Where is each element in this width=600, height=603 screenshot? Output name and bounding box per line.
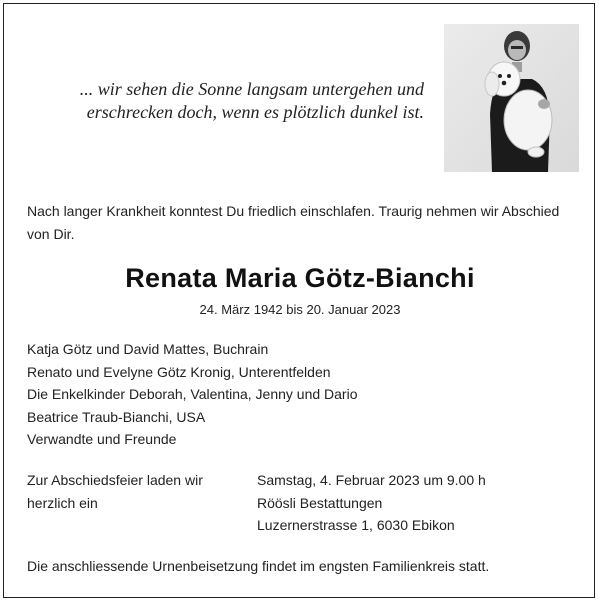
invitation-line-2: herzlich ein (27, 494, 98, 511)
obituary-card (3, 3, 595, 598)
invitation-line-1: Zur Abschiedsfeier laden wir (27, 472, 203, 488)
mourner-line: Renato und Evelyne Götz Kronig, Unterentfelden (27, 363, 331, 380)
mourner-line: Beatrice Traub-Bianchi, USA (27, 408, 206, 425)
quote-line-2: erschrecken doch, wenn es plötzlich dunkel ist. (86, 102, 424, 122)
quote-line-1: ... wir sehen die Sonne langsam untergehen und (79, 79, 424, 99)
closing-text: Die anschliessende Urnenbeisetzung findet im engsten Familienkreis statt. (27, 558, 490, 574)
mourners-list (27, 338, 447, 451)
intro-text: Nach langer Krankheit konntest Du friedlich einschlafen. Traurig nehmen wir Abschied von Dir. (27, 203, 560, 242)
mourner-line: Die Enkelkinder Deborah, Valentina, Jenny und Dario (27, 386, 358, 403)
invitation-text (27, 469, 227, 514)
life-dates: 24. März 1942 bis 20. Januar 2023 (199, 302, 401, 317)
event-address: Luzernerstrasse 1, 6030 Ebikon (257, 517, 455, 533)
event-datetime: Samstag, 4. Februar 2023 um 9.00 h (257, 472, 486, 488)
portrait-image (444, 24, 579, 172)
mourner-line: Verwandte und Freunde (27, 431, 177, 448)
event-details (257, 469, 577, 537)
mourner-line: Katja Götz und David Mattes, Buchrain (27, 341, 269, 357)
event-venue: Röösli Bestattungen (257, 494, 383, 511)
deceased-name: Renata Maria Götz-Bianchi (125, 263, 475, 293)
portrait-photo (444, 24, 579, 172)
quote (24, 78, 424, 124)
